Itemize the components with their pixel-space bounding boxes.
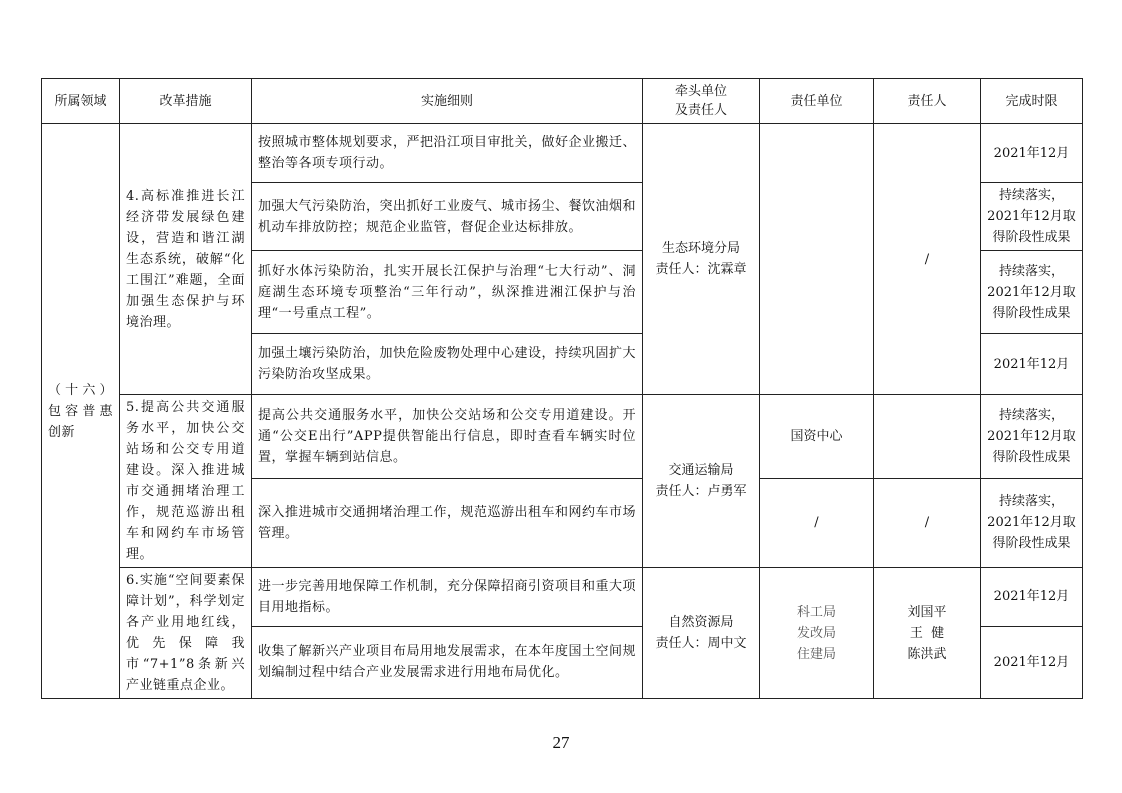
resp-person-g1: / [874,124,981,395]
resp-unit-item: 发改局 [796,625,836,641]
resp-person-item: 刘国平 [907,604,947,620]
resp-unit-g3 [760,568,874,699]
detail-r7: 进一步完善用地保障工作机制，充分保障招商引资项目和重大项目用地指标。 [252,568,643,627]
measure-5: 5.提高公共交通服务水平，加快公交站场和公交专用道建设。深入推进城市交通拥堵治理工作，规范巡游出租车和网约车市场管理。 [120,395,252,568]
detail-r5: 提高公共交通服务水平，加快公交站场和公交专用道建设。开通“公交E出行”APP提供智能出行信息，即时查看车辆实时位置，掌握车辆到站信息。 [252,395,643,479]
lead-person: 责任人：沈霖章 [655,262,747,277]
header-row [42,79,1083,124]
detail-r6: 深入推进城市交通拥堵治理工作，规范巡游出租车和网约车市场管理。 [252,478,643,567]
measure-6: 6.实施“空间要素保障计划”，科学划定各产业用地红线，优先保障我市“7+1”8条新兴产业链重点企业。 [120,568,252,699]
detail-r4: 加强土壤污染防治，加快危险废物处理中心建设，持续巩固扩大污染防治攻坚成果。 [252,334,643,395]
lead-person: 责任人：周中文 [655,636,747,651]
detail-r2: 加强大气污染防治，突出抓好工业废气、城市扬尘、餐饮油烟和机动车排放防控；规范企业监管，督促企业达标排放。 [252,183,643,251]
measure-4: 4.高标准推进长江经济带发展绿色建设，营造和谐江湖生态系统，破解“化工围江”难题，全面加强生态保护与环境治理。 [120,124,252,395]
resp-person-g2b: / [874,478,981,567]
deadline-r3: 持续落实，2021年12月取得阶段性成果 [981,251,1083,334]
domain-cell: （十六）包容普惠创新 [42,124,120,699]
detail-r1: 按照城市整体规划要求，严把沿江项目审批关，做好企业搬迁、整治等各项专项行动。 [252,124,643,183]
lead-g3 [643,568,760,699]
lead-unit: 交通运输局 [668,463,734,478]
resp-person-g3 [874,568,981,699]
header-measure: 改革措施 [120,79,252,124]
header-deadline: 完成时限 [981,79,1083,124]
lead-person: 责任人：卢勇军 [655,484,747,499]
table-row [42,568,1083,627]
header-resp-person: 责任人 [874,79,981,124]
table-row [42,124,1083,183]
resp-person-item: 陈洪武 [907,646,947,662]
page-number: 27 [552,733,570,752]
resp-person-g2a [874,395,981,479]
deadline-r5: 持续落实，2021年12月取得阶段性成果 [981,395,1083,479]
resp-unit-g1 [760,124,874,395]
deadline-r2: 持续落实，2021年12月取得阶段性成果 [981,183,1083,251]
header-detail: 实施细则 [252,79,643,124]
deadline-r7: 2021年12月 [981,568,1083,627]
lead-unit: 自然资源局 [668,615,734,630]
detail-r8: 收集了解新兴产业项目布局用地发展需求，在本年度国土空间规划编制过程中结合产业发展需求进行用地布局优化。 [252,626,643,698]
deadline-r8: 2021年12月 [981,626,1083,698]
deadline-r4: 2021年12月 [981,334,1083,395]
resp-unit-item: 住建局 [796,646,836,662]
resp-unit-g2a: 国资中心 [760,395,874,479]
resp-unit-item: 科工局 [796,604,836,620]
resp-person-item: 王 健 [909,625,945,641]
deadline-r1: 2021年12月 [981,124,1083,183]
header-lead: 牵头单位 及责任人 [643,79,760,124]
detail-r3: 抓好水体污染防治，扎实开展长江保护与治理“七大行动”、洞庭湖生态环境专项整治“三年行动”，纵深推进湘江保护与治理“一号重点工程”。 [252,251,643,334]
lead-unit: 生态环境分局 [661,241,740,256]
resp-unit-g2b: / [760,478,874,567]
header-resp-unit: 责任单位 [760,79,874,124]
header-domain: 所属领域 [42,79,120,124]
reform-table [41,78,1083,699]
table-row [42,395,1083,479]
lead-g1 [643,124,760,395]
deadline-r6: 持续落实，2021年12月取得阶段性成果 [981,478,1083,567]
lead-g2 [643,395,760,568]
